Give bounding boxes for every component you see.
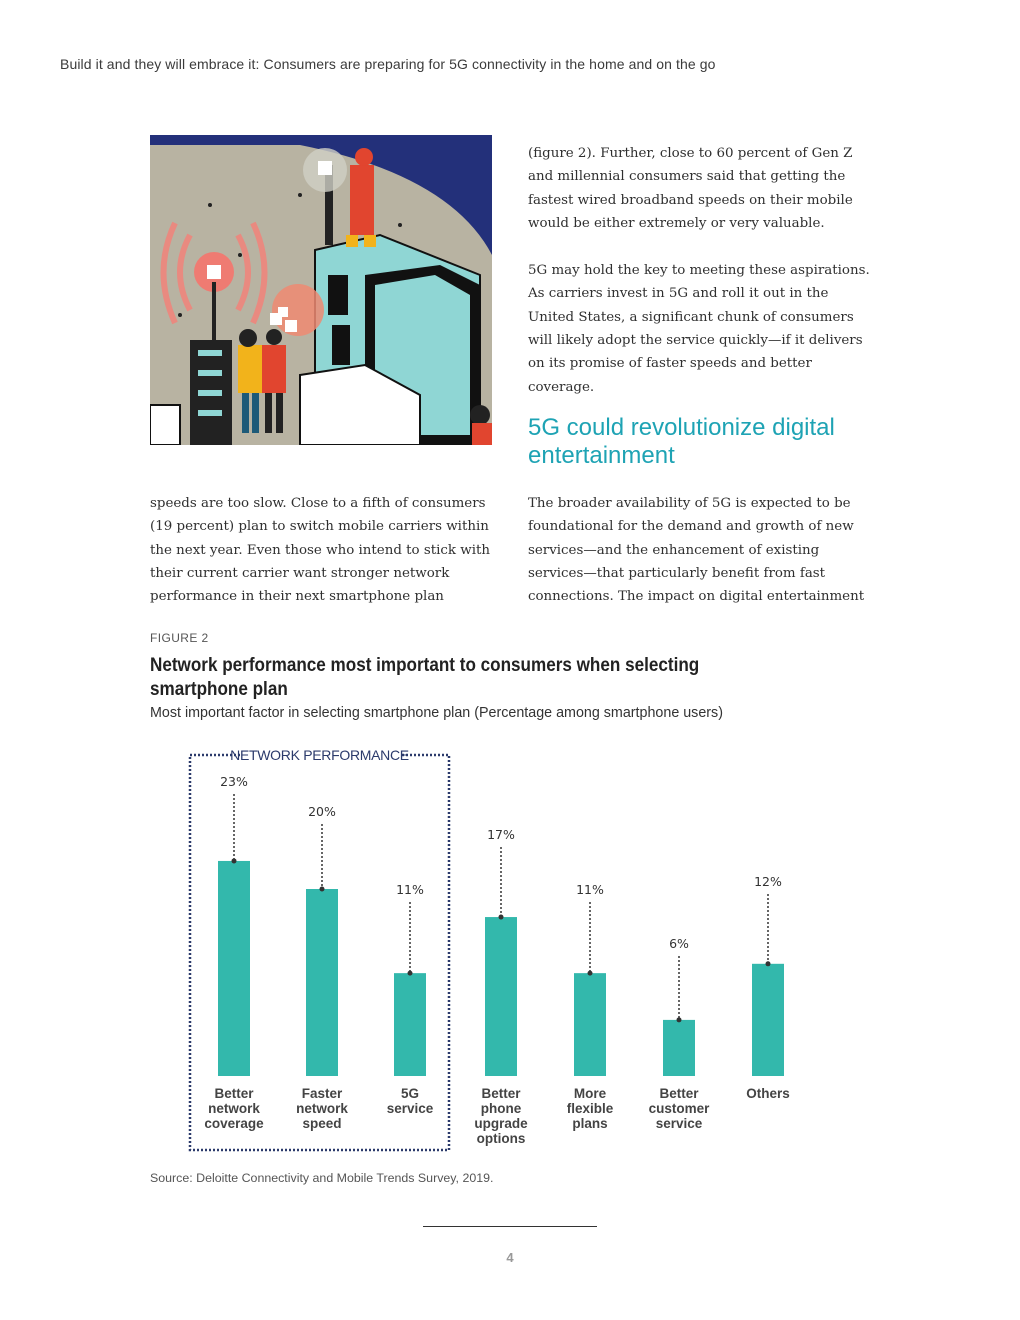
figure-source: Source: Deloitte Connectivity and Mobile Trends Survey, 2019.: [150, 1171, 494, 1185]
figure-subtitle: Most important factor in selecting smartphone plan (Percentage among smartphone users): [150, 705, 723, 721]
category-label-line: coverage: [204, 1116, 264, 1131]
category-label-line: Faster: [301, 1086, 343, 1101]
value-label: 12%: [754, 874, 782, 889]
value-leader-dot: [766, 961, 771, 966]
group-label: NETWORK PERFORMANCE: [230, 747, 409, 763]
category-label-line: plans: [572, 1116, 608, 1131]
category-label-line: service: [655, 1116, 703, 1131]
bar: [752, 964, 784, 1076]
value-label: 6%: [669, 936, 689, 951]
footer-divider: [423, 1226, 597, 1227]
category-label-line: speed: [302, 1116, 342, 1131]
body-column-right: [528, 492, 873, 608]
value-leader-dot: [232, 858, 237, 863]
page-number: 4: [506, 1250, 514, 1265]
body-paragraph: The broader availability of 5G is expected to be foundational for the demand and growth of new services—and the enhancement of existing services—that particularly benefit from fast connections. The impact on digital entertainment: [528, 496, 865, 605]
value-label: 20%: [308, 804, 336, 819]
section-heading: 5G could revolutionize digital entertainment: [528, 414, 835, 469]
bar: [574, 973, 606, 1076]
figure-title: Network performance most important to consumers when selecting smartphone plan: [150, 655, 700, 700]
illustration: [150, 135, 492, 445]
category-label-line: service: [386, 1101, 434, 1116]
bar-chart-svg: [150, 740, 850, 1160]
body-column-right-top: [528, 142, 873, 423]
figure-label: FIGURE 2: [150, 631, 209, 645]
category-label-line: flexible: [566, 1101, 614, 1116]
category-label: [204, 1086, 264, 1131]
rooftop-5g-illustration: [150, 135, 492, 445]
category-label: [474, 1086, 528, 1146]
category-label: [387, 1086, 434, 1116]
category-label-line: network: [296, 1101, 348, 1116]
bar: [218, 861, 250, 1076]
value-label: 11%: [396, 882, 424, 897]
category-label: [296, 1086, 348, 1131]
category-label-line: More: [573, 1086, 607, 1101]
category-label-line: upgrade: [474, 1116, 528, 1131]
category-label-line: customer: [648, 1101, 710, 1116]
category-label-line: 5G: [400, 1086, 420, 1101]
category-label-line: Better: [659, 1086, 699, 1101]
category-label-line: options: [476, 1131, 526, 1146]
bar: [485, 917, 517, 1076]
category-label-line: Better: [481, 1086, 521, 1101]
value-label: 23%: [220, 774, 248, 789]
bar: [306, 889, 338, 1076]
category-label-line: network: [208, 1101, 260, 1116]
bar: [394, 973, 426, 1076]
value-leader-dot: [588, 971, 593, 976]
value-label: 11%: [576, 882, 604, 897]
body-paragraph: (figure 2). Further, close to 60 percent of Gen Z and millennial consumers said that getting the fastest wired broadband speeds on their mobile would be either extremely or very valuable.: [528, 146, 853, 231]
category-label: [567, 1086, 614, 1131]
running-header: Build it and they will embrace it: Consumers are preparing for 5G connectivity in the home and on the go: [60, 56, 716, 72]
body-column-left: [150, 492, 495, 608]
category-label: [649, 1086, 711, 1131]
category-label-line: Others: [746, 1086, 790, 1101]
value-leader-dot: [408, 971, 413, 976]
category-label: [746, 1086, 790, 1101]
value-leader-dot: [677, 1017, 682, 1022]
category-label-line: Better: [214, 1086, 254, 1101]
body-paragraph: 5G may hold the key to meeting these aspirations. As carriers invest in 5G and roll it out in the United States, a significant chunk of consumers will likely adopt the service quickly—if it delivers on its promise of faster speeds and better coverage.: [528, 263, 870, 395]
body-paragraph: speeds are too slow. Close to a fifth of consumers (19 percent) plan to switch mobile carriers within the next year. Even those who intend to stick with their current carrier want stronger network performance in their next smartphone plan: [150, 496, 491, 605]
bar-chart: [150, 740, 850, 1165]
value-leader-dot: [499, 915, 504, 920]
value-label: 17%: [487, 827, 515, 842]
bar: [663, 1020, 695, 1076]
category-label-line: phone: [480, 1101, 522, 1116]
value-leader-dot: [320, 887, 325, 892]
